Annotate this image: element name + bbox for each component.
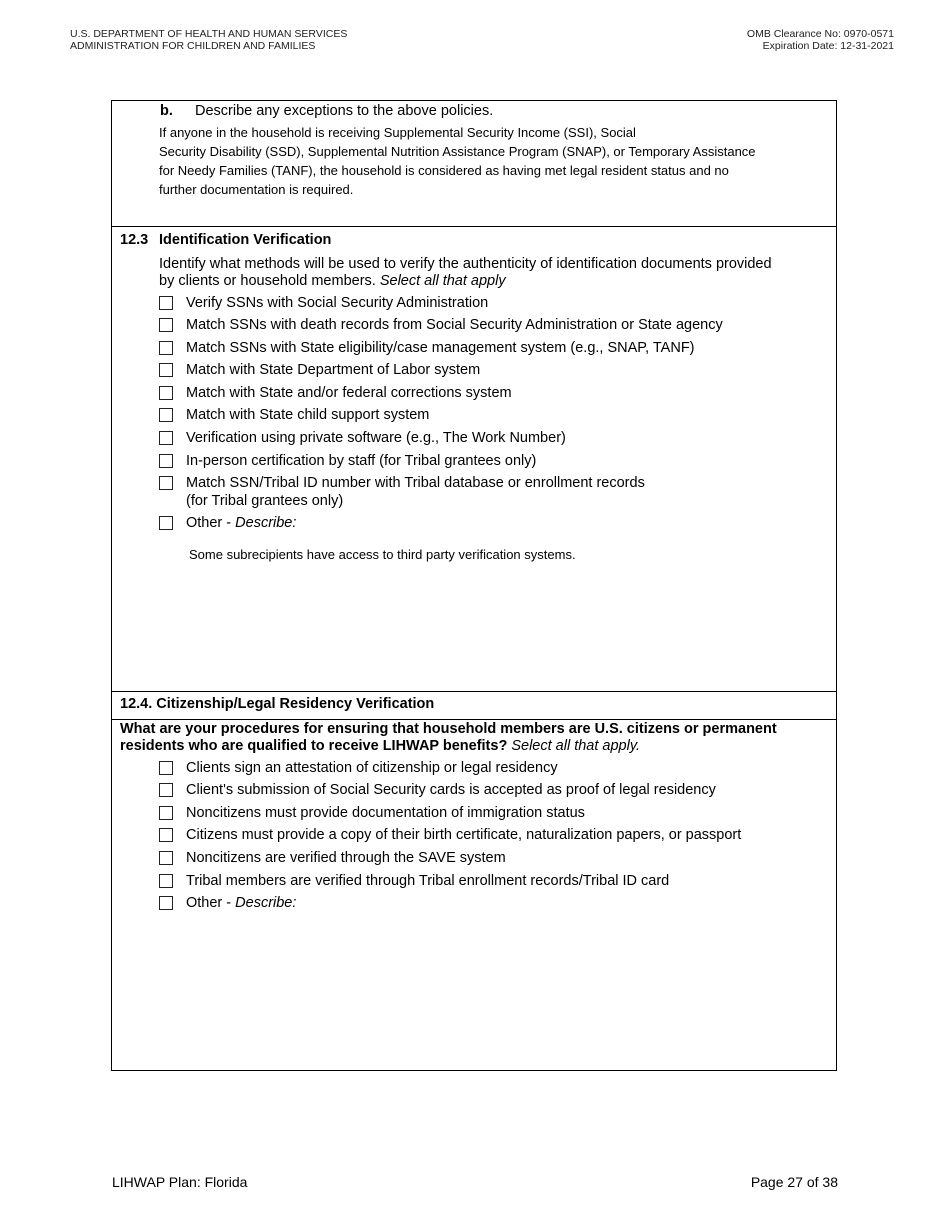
prompt-line: by clients or household members. <box>159 273 376 289</box>
section-b-question: Describe any exceptions to the above policies. <box>195 103 494 119</box>
checkbox[interactable] <box>159 454 173 468</box>
omb-clearance: OMB Clearance No: 0970-0571 <box>746 28 894 40</box>
option-label: Match SSNs with death records from Social Security Administration or State agency <box>186 317 723 333</box>
answer-line: further documentation is required. <box>159 182 354 197</box>
section-b-marker: b. <box>160 103 173 119</box>
option-label: Match with State child support system <box>186 407 430 423</box>
section-b-answer[interactable] <box>159 123 756 199</box>
option-label: Match SSN/Tribal ID number with Tribal database or enrollment records <box>186 475 645 491</box>
option-dept-labor[interactable] <box>159 362 481 380</box>
checkbox[interactable] <box>159 851 173 865</box>
describe-label: Describe: <box>235 895 297 911</box>
checkbox[interactable] <box>159 318 173 332</box>
option-in-person[interactable] <box>159 453 537 471</box>
option-label: Verify SSNs with Social Security Administration <box>186 295 489 311</box>
option-label: Citizens must provide a copy of their birth certificate, naturalization papers, or passport <box>186 827 742 843</box>
option-label: Verification using private software (e.g., The Work Number) <box>186 430 566 446</box>
checkbox[interactable] <box>159 874 173 888</box>
select-all-note: Select all that apply <box>379 273 506 289</box>
option-label: Other - Describe: <box>186 895 297 911</box>
describe-label: Describe: <box>235 515 297 531</box>
option-other-12-3[interactable] <box>159 515 297 533</box>
checkbox[interactable] <box>159 296 173 310</box>
option-tribal-database-line2: (for Tribal grantees only) <box>186 493 344 509</box>
option-ss-cards[interactable] <box>159 782 716 800</box>
option-death-records[interactable] <box>159 317 723 335</box>
checkbox[interactable] <box>159 408 173 422</box>
option-child-support[interactable] <box>159 407 430 425</box>
option-private-software[interactable] <box>159 430 566 448</box>
checkbox[interactable] <box>159 431 173 445</box>
checkbox[interactable] <box>159 516 173 530</box>
other-answer-12-3[interactable]: Some subrecipients have access to third party verification systems. <box>189 547 576 562</box>
footer-page-number: Page 27 of 38 <box>750 1174 838 1190</box>
option-tribal-database[interactable] <box>159 475 645 493</box>
option-label: Tribal members are verified through Tribal enrollment records/Tribal ID card <box>186 873 670 889</box>
section-12-4-question <box>120 721 832 755</box>
checkbox[interactable] <box>159 761 173 775</box>
option-label: Match SSNs with State eligibility/case management system (e.g., SNAP, TANF) <box>186 340 695 356</box>
section-12-3-prompt <box>159 256 829 290</box>
agency-header <box>70 28 347 52</box>
option-immigration-docs[interactable] <box>159 805 585 823</box>
omb-header <box>747 28 894 52</box>
option-attestation[interactable] <box>159 760 558 778</box>
checkbox[interactable] <box>159 341 173 355</box>
section-12-3-number: 12.3 <box>120 232 149 248</box>
checkbox[interactable] <box>159 476 173 490</box>
option-label: Match with State and/or federal corrections system <box>186 385 512 401</box>
option-label: Noncitizens are verified through the SAVE system <box>186 850 506 866</box>
option-label: Other - Describe: <box>186 515 297 531</box>
option-label: Client's submission of Social Security cards is accepted as proof of legal residency <box>186 782 716 798</box>
expiration-date: Expiration Date: 12-31-2021 <box>762 40 894 52</box>
answer-line: for Needy Families (TANF), the household is considered as having met legal resident status and no <box>159 163 729 178</box>
footer-plan: LIHWAP Plan: Florida <box>112 1174 248 1190</box>
option-birth-certificate[interactable] <box>159 827 742 845</box>
checkbox[interactable] <box>159 806 173 820</box>
option-save-system[interactable] <box>159 850 506 868</box>
option-state-eligibility[interactable] <box>159 340 695 358</box>
divider-12-3 <box>111 226 837 227</box>
option-label: Noncitizens must provide documentation of immigration status <box>186 805 585 821</box>
option-label: Match with State Department of Labor system <box>186 362 481 378</box>
checkbox[interactable] <box>159 386 173 400</box>
prompt-line: Identify what methods will be used to verify the authenticity of identification documents provided <box>159 256 772 272</box>
checkbox[interactable] <box>159 828 173 842</box>
agency-division: ADMINISTRATION FOR CHILDREN AND FAMILIES <box>70 40 316 52</box>
checkbox[interactable] <box>159 896 173 910</box>
option-other-12-4[interactable] <box>159 895 297 913</box>
option-verify-ssa[interactable] <box>159 295 489 313</box>
question-line: residents who are qualified to receive LIHWAP benefits? <box>120 738 508 754</box>
answer-line: Security Disability (SSD), Supplemental Nutrition Assistance Program (SNAP), or Temporary Assistance <box>159 144 756 159</box>
divider-12-4 <box>111 691 837 692</box>
option-tribal-enrollment[interactable] <box>159 873 670 891</box>
checkbox[interactable] <box>159 783 173 797</box>
option-corrections[interactable] <box>159 385 512 403</box>
section-12-3-title: Identification Verification <box>159 232 332 248</box>
option-label: Clients sign an attestation of citizenship or legal residency <box>186 760 558 776</box>
agency-name: U.S. DEPARTMENT OF HEALTH AND HUMAN SERVICES <box>70 28 348 40</box>
divider-12-4-header <box>111 719 837 720</box>
checkbox[interactable] <box>159 363 173 377</box>
question-line: What are your procedures for ensuring that household members are U.S. citizens or permanent <box>120 721 777 737</box>
section-12-4-title: 12.4. Citizenship/Legal Residency Verification <box>120 696 435 712</box>
select-all-note: Select all that apply. <box>511 738 641 754</box>
answer-line: If anyone in the household is receiving Supplemental Security Income (SSI), Social <box>159 125 636 140</box>
option-label: In-person certification by staff (for Tribal grantees only) <box>186 453 537 469</box>
